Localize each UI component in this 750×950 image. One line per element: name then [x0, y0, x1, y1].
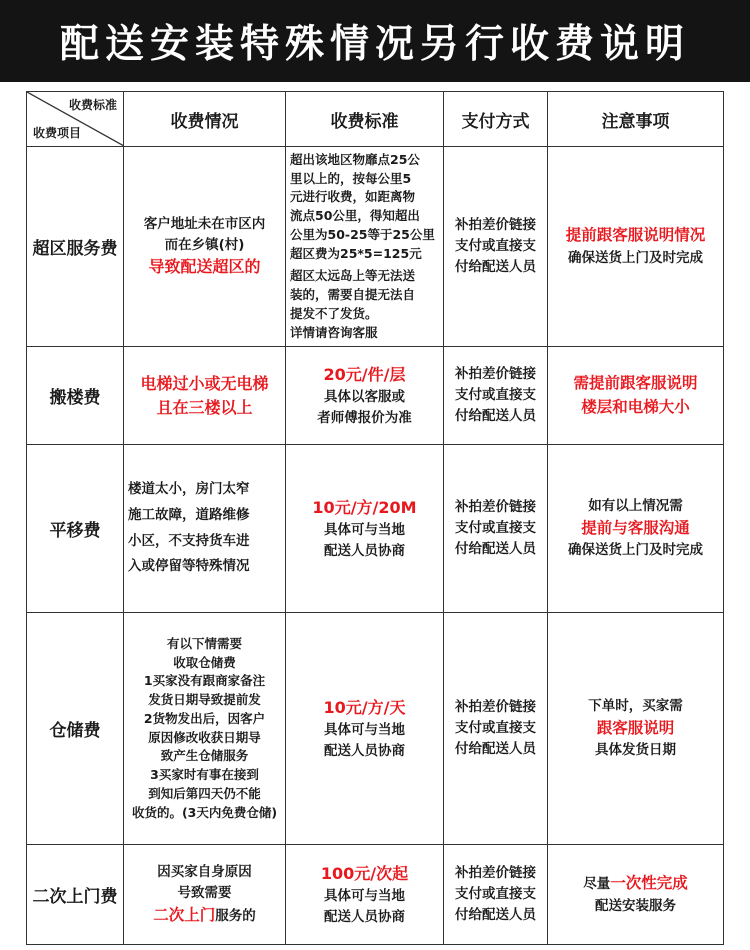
page-title: 配送安装特殊情况另行收费说明 — [0, 0, 750, 82]
row-label: 平移费 — [27, 445, 124, 613]
notes-line: 具体发货日期 — [595, 742, 676, 759]
table-row — [27, 445, 724, 613]
price-label: 10元/方/天 — [323, 697, 406, 717]
row-label: 仓储费 — [27, 613, 124, 845]
table-row — [27, 613, 724, 845]
price-note: 具体以客服或 — [324, 388, 405, 405]
standard-line: 公里为50-25等于25公里 — [290, 226, 435, 242]
payment-line: 付给配送人员 — [455, 258, 536, 275]
price-note: 配送人员协商 — [324, 742, 405, 759]
standard-line: 流点50公里，得知超出 — [290, 208, 420, 223]
notes-highlight: 楼层和电梯大小 — [581, 397, 690, 416]
fee-table — [26, 91, 724, 945]
notes-line: 尽量 — [583, 876, 611, 893]
notes-line: 配送安装服务 — [595, 897, 676, 914]
situation-highlight: 电梯过小或无电梯 — [140, 373, 269, 393]
payment-line: 付给配送人员 — [455, 407, 536, 424]
situation-line: 小区，不支持货车进 — [128, 532, 250, 549]
notes-highlight: 一次性完成 — [610, 874, 688, 893]
situation-line: 2货物发出后，因客户 — [143, 710, 266, 726]
notes-highlight: 需提前跟客服说明 — [573, 374, 698, 393]
notes-line: 如有以上情况需 — [588, 497, 683, 514]
standard-line: 超区费为25*5=125元 — [290, 245, 422, 261]
situation-line: 收货的。(3天内免费仓储) — [131, 804, 278, 820]
payment-line: 付给配送人员 — [455, 540, 536, 557]
payment-line: 支付或直接支 — [455, 886, 536, 903]
situation-line: 服务的 — [215, 907, 256, 924]
payment-cell — [444, 147, 548, 347]
payment-cell — [444, 445, 548, 613]
payment-line: 补拍差价链接 — [455, 217, 536, 234]
payment-line: 补拍差价链接 — [455, 366, 536, 383]
situation-line: 号致需要 — [177, 884, 232, 901]
situation-cell — [124, 347, 286, 445]
standard-cell — [286, 613, 444, 845]
standard-line: 超出该地区物靡点25公 — [290, 151, 420, 167]
standard-line: 超区太远岛上等无法送 — [290, 268, 416, 284]
price-note: 具体可与当地 — [324, 521, 405, 538]
situation-line: 施工故障，道路维修 — [128, 506, 250, 523]
payment-line: 补拍差价链接 — [455, 699, 536, 716]
price-label: 20元/件/层 — [323, 364, 406, 384]
situation-line: 客户地址未在市区内 — [143, 215, 266, 232]
payment-cell — [444, 845, 548, 945]
price-note: 配送人员协商 — [324, 908, 405, 925]
table-row — [27, 347, 724, 445]
situation-cell — [124, 147, 286, 347]
situation-line: 到知后第四天仍不能 — [148, 785, 261, 801]
corner-header-cell — [27, 92, 124, 147]
table-header-row — [27, 92, 724, 147]
standard-line: 提发不了发货。 — [290, 305, 378, 321]
situation-line: 楼道太小，房门太窄 — [128, 481, 250, 498]
standard-cell — [286, 445, 444, 613]
payment-line: 支付或直接支 — [455, 238, 536, 255]
situation-line: 致产生仓储服务 — [160, 748, 249, 764]
notes-cell — [548, 147, 724, 347]
standard-line: 里以上的，按每公里5 — [290, 170, 412, 186]
price-label: 10元/方/20M — [312, 497, 417, 517]
table-row — [27, 845, 724, 945]
notes-line: 下单时，买家需 — [588, 697, 683, 714]
row-label: 二次上门费 — [27, 845, 124, 945]
situation-line: 1买家没有跟商家备注 — [143, 673, 266, 689]
payment-cell — [444, 347, 548, 445]
standard-line: 装的，需要自提无法自 — [290, 287, 416, 302]
payment-line: 付给配送人员 — [455, 906, 536, 923]
situation-cell — [124, 845, 286, 945]
price-note: 配送人员协商 — [324, 542, 405, 559]
price-note: 具体可与当地 — [324, 887, 405, 904]
col-header-standard: 收费标准 — [286, 92, 444, 147]
situation-line: 入或停留等特殊情况 — [128, 558, 250, 575]
situation-cell — [124, 613, 286, 845]
row-label: 搬楼费 — [27, 347, 124, 445]
price-note: 者师傅报价为准 — [317, 409, 412, 426]
notes-highlight: 提前跟客服说明情况 — [565, 226, 706, 245]
notes-highlight: 跟客服说明 — [596, 718, 675, 737]
situation-line: 而在乡镇(村) — [164, 236, 245, 253]
situation-highlight: 二次上门 — [153, 905, 216, 924]
notes-line: 确保送货上门及时完成 — [568, 542, 703, 559]
situation-line: 发货日期导致提前发 — [148, 692, 261, 707]
payment-line: 支付或直接支 — [455, 387, 536, 404]
standard-cell — [286, 147, 444, 347]
notes-cell — [548, 845, 724, 945]
col-header-situation: 收费情况 — [124, 92, 286, 147]
corner-top-label: 收费标准 — [68, 98, 117, 112]
table-row — [27, 147, 724, 347]
payment-cell — [444, 613, 548, 845]
standard-cell — [286, 347, 444, 445]
col-header-payment: 支付方式 — [444, 92, 548, 147]
row-label: 超区服务费 — [27, 147, 124, 347]
situation-line: 收取仓储费 — [173, 654, 236, 670]
standard-line: 详情请咨询客服 — [290, 324, 378, 340]
situation-highlight: 导致配送超区的 — [148, 257, 261, 277]
payment-line: 支付或直接支 — [455, 520, 536, 537]
corner-bottom-label: 收费项目 — [33, 126, 82, 140]
payment-line: 支付或直接支 — [455, 720, 536, 737]
situation-highlight: 且在三楼以上 — [156, 397, 253, 417]
payment-line: 付给配送人员 — [455, 740, 536, 757]
notes-cell — [548, 347, 724, 445]
standard-line: 元进行收费，如距离物 — [290, 189, 416, 205]
payment-line: 补拍差价链接 — [455, 865, 536, 882]
situation-line: 3买家时有事在接到 — [150, 767, 259, 782]
notes-highlight: 提前与客服沟通 — [581, 518, 690, 537]
price-label: 100元/次起 — [320, 863, 409, 883]
standard-cell — [286, 845, 444, 945]
situation-line: 有以下情需要 — [166, 635, 242, 651]
payment-line: 补拍差价链接 — [455, 499, 536, 516]
situation-line: 因买家自身原因 — [157, 863, 252, 880]
situation-line: 原因修改收获日期导 — [148, 729, 261, 745]
notes-line: 确保送货上门及时完成 — [568, 249, 703, 266]
price-note: 具体可与当地 — [324, 721, 405, 738]
col-header-notes: 注意事项 — [548, 92, 724, 147]
notes-cell — [548, 445, 724, 613]
situation-cell — [124, 445, 286, 613]
notes-cell — [548, 613, 724, 845]
